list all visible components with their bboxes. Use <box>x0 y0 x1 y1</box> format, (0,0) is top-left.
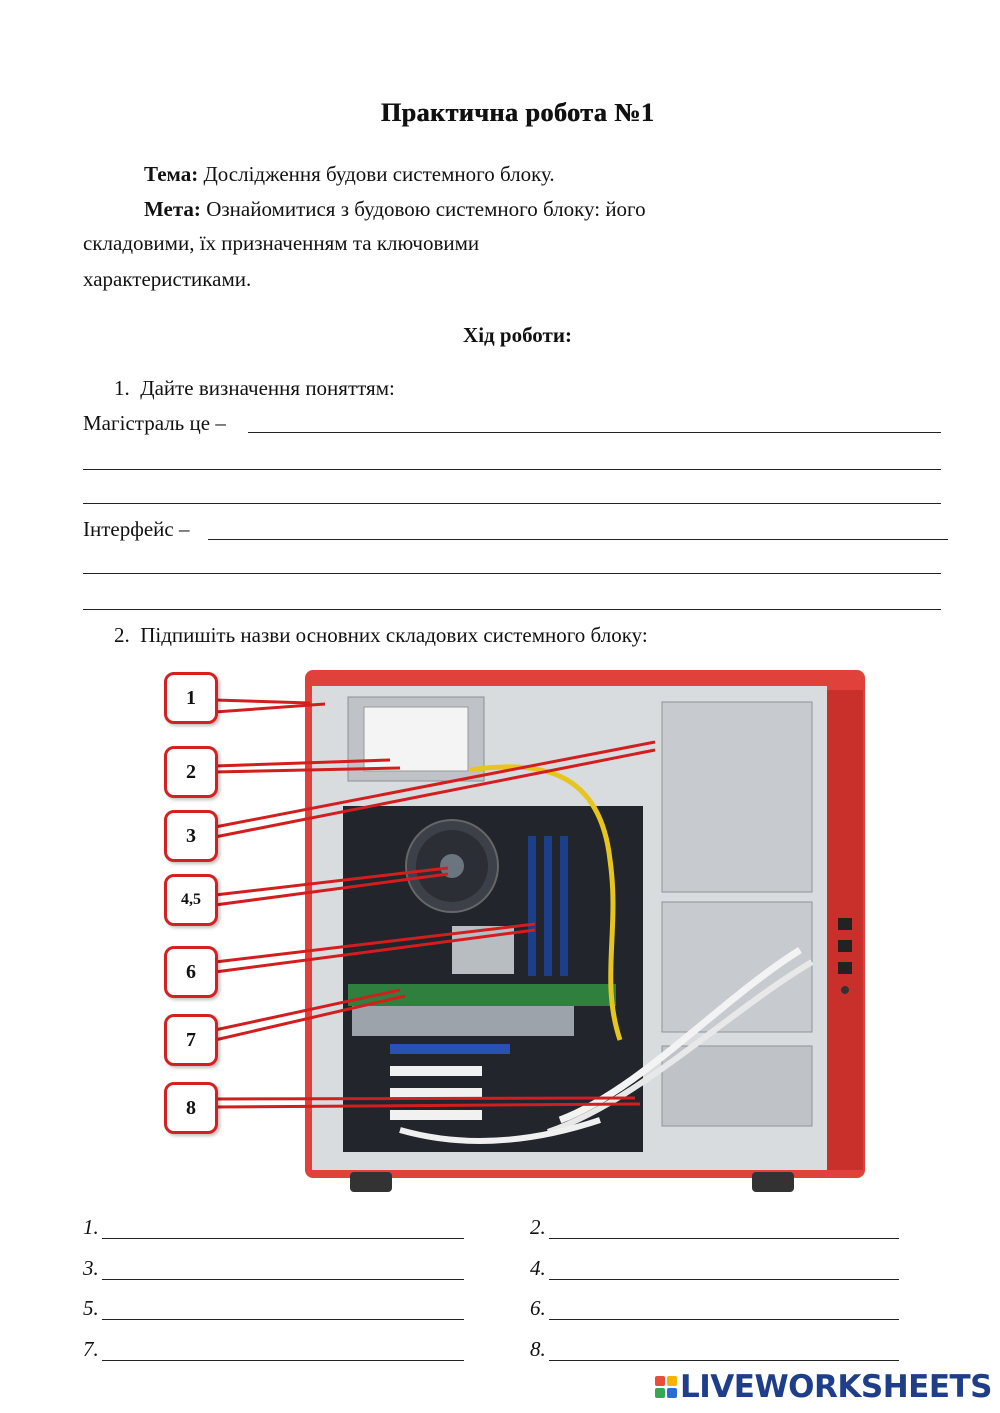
answer-field-7[interactable] <box>102 1360 464 1361</box>
answer-label-7: 7. <box>83 1337 99 1361</box>
task-1-text: Дайте визначення поняттям: <box>140 376 395 400</box>
ram-slot <box>528 836 536 976</box>
callout-7: 7 <box>164 1014 218 1066</box>
audio-jack <box>841 986 849 994</box>
term-magistral: Магістраль це – <box>83 411 226 435</box>
answer-field-5[interactable] <box>102 1319 464 1320</box>
page-title: Практична робота №1 <box>380 98 655 127</box>
logo-text: LIVEWORKSHEETS <box>680 1369 992 1405</box>
pci-slot <box>390 1088 482 1098</box>
case-foot <box>752 1172 794 1192</box>
callout-3: 3 <box>164 810 218 862</box>
answer-line[interactable] <box>83 503 941 504</box>
task-2-text: Підпишіть назви основних складових системного блоку: <box>140 623 648 647</box>
answer-label-8: 8. <box>530 1337 546 1361</box>
answer-field-3[interactable] <box>102 1279 464 1280</box>
answer-field-1[interactable] <box>102 1238 464 1239</box>
answer-label-6: 6. <box>530 1296 546 1320</box>
goal-text-1: Ознайомитися з будовою системного блоку: його <box>200 197 646 221</box>
answer-label-4: 4. <box>530 1256 546 1280</box>
answer-label-1: 1. <box>83 1215 99 1239</box>
logo-icon <box>655 1376 677 1398</box>
goal-line-1 <box>144 192 646 226</box>
liveworksheets-logo[interactable] <box>655 1369 992 1405</box>
callout-2: 2 <box>164 746 218 798</box>
callout-8: 8 <box>164 1082 218 1134</box>
pci-slot <box>390 1044 510 1054</box>
pointer-line <box>215 1098 635 1099</box>
task-2 <box>114 618 648 652</box>
task-2-number: 2. <box>114 623 130 647</box>
goal-label: Мета: <box>144 197 201 221</box>
answer-label-5: 5. <box>83 1296 99 1320</box>
case-foot <box>350 1172 392 1192</box>
answer-line[interactable] <box>208 539 948 540</box>
usb-port <box>838 962 852 974</box>
term-interface: Інтерфейс – <box>83 517 190 541</box>
usb-port <box>838 918 852 930</box>
answer-label-2: 2. <box>530 1215 546 1239</box>
topic-line <box>144 157 555 191</box>
optical-drive-bay <box>662 702 812 892</box>
answer-field-4[interactable] <box>549 1279 899 1280</box>
answer-field-6[interactable] <box>549 1319 899 1320</box>
callout-4-5: 4,5 <box>164 874 218 926</box>
system-unit-photo <box>150 660 870 1200</box>
pointer-line <box>215 700 310 703</box>
ram-slot <box>560 836 568 976</box>
callout-1: 1 <box>164 672 218 724</box>
answer-label-3: 3. <box>83 1256 99 1280</box>
topic-text: Дослідження будови системного блоку. <box>198 162 555 186</box>
answer-line[interactable] <box>83 609 941 610</box>
pci-slot <box>390 1066 482 1076</box>
answer-field-8[interactable] <box>549 1360 899 1361</box>
goal-text-3: характеристиками. <box>83 267 252 291</box>
answer-line[interactable] <box>248 432 941 433</box>
callout-6: 6 <box>164 946 218 998</box>
graphics-card-cooler <box>352 1006 574 1036</box>
goal-text-2: складовими, їх призначенням та ключовими <box>83 231 480 255</box>
hard-drive <box>662 1046 812 1126</box>
answer-field-2[interactable] <box>549 1238 899 1239</box>
procedure-heading: Хід роботи: <box>463 323 572 347</box>
pci-slot <box>390 1110 482 1120</box>
graphics-card-pcb <box>348 984 616 1006</box>
task-1-number: 1. <box>114 376 130 400</box>
task-1 <box>114 371 395 405</box>
answer-line[interactable] <box>83 573 941 574</box>
usb-port <box>838 940 852 952</box>
topic-label: Тема: <box>144 162 199 186</box>
ram-slot <box>544 836 552 976</box>
answer-line[interactable] <box>83 469 941 470</box>
